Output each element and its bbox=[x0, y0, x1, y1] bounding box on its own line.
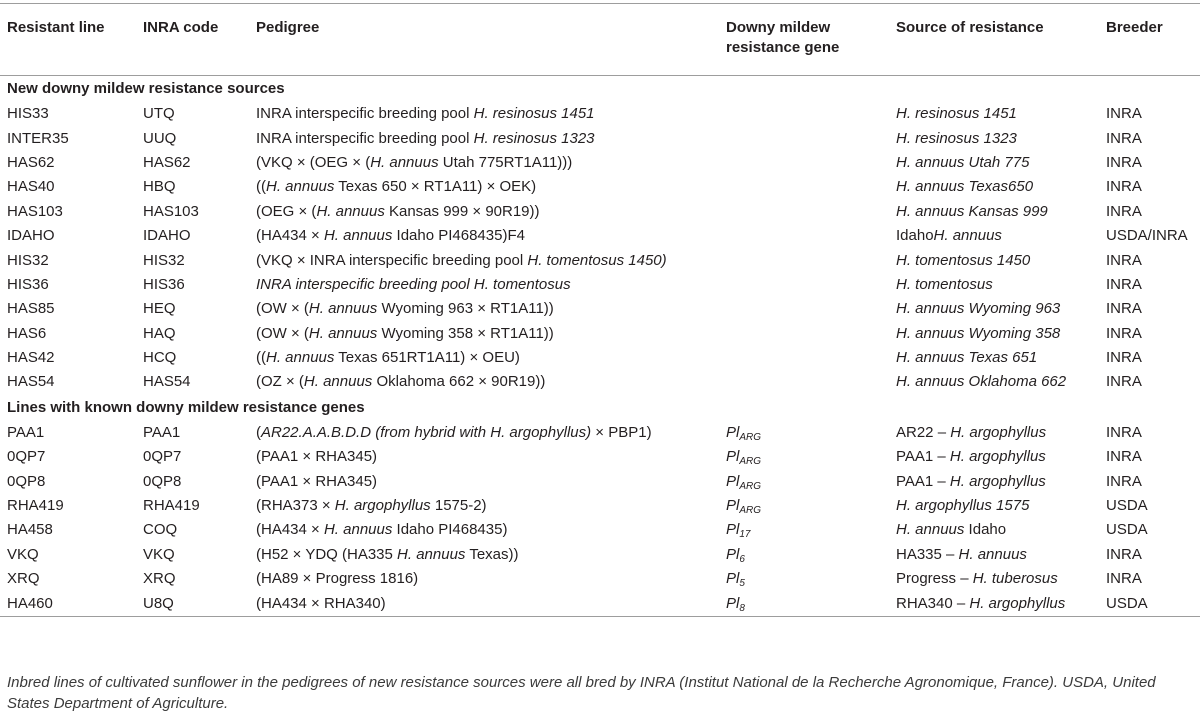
cell-inra-code: UTQ bbox=[143, 105, 175, 123]
cell-resistance-gene bbox=[719, 421, 889, 445]
cell-breeder: INRA bbox=[1106, 472, 1142, 490]
cell-source bbox=[889, 322, 1099, 346]
cell-resistance-gene bbox=[719, 346, 889, 370]
table-row bbox=[0, 494, 1200, 518]
cell-pedigree bbox=[249, 421, 719, 445]
pedigree-text: INRA interspecific breeding pool bbox=[256, 105, 474, 123]
section-title: New downy mildew resistance sources bbox=[7, 80, 285, 97]
cell-resistant-line: PAA1 bbox=[7, 423, 45, 441]
cell-breeder: INRA bbox=[1106, 349, 1142, 367]
table-row bbox=[0, 322, 1200, 346]
source-species: H. argophyllus 1575 bbox=[896, 497, 1030, 515]
gene-subscript: 6 bbox=[739, 553, 745, 565]
cell-breeder: INRA bbox=[1106, 423, 1142, 441]
cell-inra-code: HAQ bbox=[143, 324, 176, 342]
cell-source bbox=[889, 224, 1099, 248]
cell-resistant-line: HIS32 bbox=[7, 251, 49, 269]
cell-source bbox=[889, 445, 1099, 469]
cell-inra-code: VKQ bbox=[143, 545, 175, 563]
source-species: H. tomentosus bbox=[896, 275, 993, 293]
cell-inra-code: UUQ bbox=[143, 129, 177, 147]
source-text: RHA340 – bbox=[896, 594, 970, 612]
source-text: PAA1 – bbox=[896, 448, 950, 466]
cell-inra-code: HAS62 bbox=[143, 153, 191, 171]
cell-resistant-line: HAS6 bbox=[7, 324, 47, 342]
cell-resistant-line: VKQ bbox=[7, 545, 39, 563]
gene-subscript: ARG bbox=[739, 480, 762, 492]
cell-resistance-gene bbox=[719, 297, 889, 321]
cell-pedigree bbox=[249, 591, 719, 616]
cell-resistance-gene bbox=[719, 543, 889, 567]
cell-inra-code: HEQ bbox=[143, 300, 176, 318]
cell-pedigree bbox=[249, 322, 719, 346]
cell-resistance-gene bbox=[719, 273, 889, 297]
table-row bbox=[0, 224, 1200, 248]
cell-source bbox=[889, 175, 1099, 199]
source-species: H. argophyllus bbox=[949, 472, 1046, 490]
cell-source bbox=[889, 469, 1099, 493]
pedigree-text: (OW × ( bbox=[256, 324, 309, 342]
cell-source bbox=[889, 126, 1099, 150]
cell-inra-code: HBQ bbox=[143, 178, 176, 196]
cell-resistance-gene bbox=[719, 494, 889, 518]
gene-subscript: 8 bbox=[739, 602, 745, 614]
header-inra-code: INRA code bbox=[136, 4, 249, 76]
section-known-genes bbox=[0, 395, 1200, 421]
table-row bbox=[0, 200, 1200, 224]
cell-breeder: INRA bbox=[1106, 373, 1142, 391]
table-row bbox=[0, 346, 1200, 370]
pedigree-text: (HA434 × bbox=[256, 227, 324, 245]
gene-subscript: ARG bbox=[739, 431, 762, 443]
cell-inra-code: HAS54 bbox=[143, 373, 191, 391]
resistance-table bbox=[0, 3, 1200, 617]
cell-inra-code: HIS36 bbox=[143, 275, 185, 293]
cell-pedigree bbox=[249, 151, 719, 175]
cell-source bbox=[889, 591, 1099, 616]
cell-source bbox=[889, 346, 1099, 370]
gene-subscript: ARG bbox=[739, 505, 762, 517]
gene-subscript: 5 bbox=[739, 578, 745, 590]
cell-inra-code: HCQ bbox=[143, 349, 177, 367]
table-row bbox=[0, 469, 1200, 493]
pedigree-text: Idaho PI468435) bbox=[392, 521, 508, 539]
pedigree-species: H. resinosus 1451 bbox=[473, 105, 595, 123]
cell-inra-code: COQ bbox=[143, 521, 178, 539]
source-species: H. resinosus 1451 bbox=[896, 105, 1017, 123]
source-species: H. annuus Utah 775 bbox=[896, 153, 1030, 171]
pedigree-species: H. annuus bbox=[397, 545, 466, 563]
pedigree-text: (H52 × YDQ (HA335 bbox=[256, 545, 398, 563]
cell-resistance-gene bbox=[719, 224, 889, 248]
pedigree-species: H. annuus bbox=[308, 324, 378, 342]
cell-source bbox=[889, 518, 1099, 542]
source-species: H. argophyllus bbox=[969, 594, 1066, 612]
pedigree-text: Wyoming 963 × RT1A11)) bbox=[377, 300, 554, 318]
source-species: H. annuus Wyoming 358 bbox=[896, 324, 1061, 342]
cell-breeder: INRA bbox=[1106, 570, 1142, 588]
source-text: HA335 – bbox=[896, 545, 959, 563]
cell-source bbox=[889, 543, 1099, 567]
cell-pedigree bbox=[249, 370, 719, 394]
table-row bbox=[0, 543, 1200, 567]
source-species: H. annuus bbox=[958, 545, 1027, 563]
pedigree-species: H. annuus bbox=[316, 202, 385, 220]
cell-resistant-line: HAS62 bbox=[7, 153, 55, 171]
cell-pedigree bbox=[249, 346, 719, 370]
pedigree-text: Texas 651RT1A11) × OEU) bbox=[334, 349, 520, 367]
cell-pedigree bbox=[249, 518, 719, 542]
pedigree-species: AR22.A.A.B.D.D (from hybrid with H. argophyllus) bbox=[261, 423, 592, 441]
table-row bbox=[0, 273, 1200, 297]
cell-breeder: INRA bbox=[1106, 129, 1142, 147]
cell-resistant-line: HIS33 bbox=[7, 105, 49, 123]
cell-pedigree bbox=[249, 200, 719, 224]
cell-pedigree bbox=[249, 248, 719, 272]
table-header bbox=[0, 4, 1200, 76]
cell-source bbox=[889, 370, 1099, 394]
gene-name: $Pl_6$ bbox=[726, 545, 745, 565]
cell-pedigree bbox=[249, 567, 719, 591]
cell-source bbox=[889, 297, 1099, 321]
header-resistant-line: Resistant line bbox=[0, 4, 136, 76]
source-species: H. resinosus 1323 bbox=[896, 129, 1017, 147]
cell-resistance-gene bbox=[719, 200, 889, 224]
pedigree-species: INRA interspecific breeding pool H. tomentosus bbox=[256, 275, 571, 293]
cell-inra-code: XRQ bbox=[143, 570, 176, 588]
gene-name: $Pl_5$ bbox=[726, 570, 745, 590]
pedigree-text: (OEG × ( bbox=[256, 202, 317, 220]
cell-source bbox=[889, 567, 1099, 591]
source-species: H. tomentosus 1450 bbox=[896, 251, 1031, 269]
table-row bbox=[0, 175, 1200, 199]
cell-source bbox=[889, 421, 1099, 445]
table-row bbox=[0, 151, 1200, 175]
pedigree-text: Kansas 999 × 90R19)) bbox=[384, 202, 540, 220]
table-row bbox=[0, 567, 1200, 591]
cell-source bbox=[889, 494, 1099, 518]
cell-breeder: INRA bbox=[1106, 324, 1142, 342]
table-body bbox=[0, 76, 1200, 617]
cell-breeder: INRA bbox=[1106, 275, 1142, 293]
gene-name: $Pl_{ARG}$ bbox=[726, 472, 762, 492]
cell-pedigree bbox=[249, 175, 719, 199]
cell-source bbox=[889, 102, 1099, 126]
cell-pedigree bbox=[249, 126, 719, 150]
section-new-sources bbox=[0, 76, 1200, 103]
cell-source bbox=[889, 273, 1099, 297]
cell-inra-code: 0QP7 bbox=[143, 448, 182, 466]
source-species: H. annuus Kansas 999 bbox=[896, 202, 1048, 220]
cell-pedigree bbox=[249, 469, 719, 493]
gene-name: $Pl_{ARG}$ bbox=[726, 497, 762, 517]
cell-resistance-gene bbox=[719, 248, 889, 272]
source-species: H. annuus Oklahoma 662 bbox=[896, 373, 1067, 391]
cell-inra-code: RHA419 bbox=[143, 497, 200, 515]
cell-breeder: INRA bbox=[1106, 105, 1142, 123]
pedigree-species: H. annuus bbox=[303, 373, 373, 391]
cell-resistant-line: RHA419 bbox=[7, 497, 64, 515]
cell-breeder: INRA bbox=[1106, 153, 1142, 171]
table-row bbox=[0, 591, 1200, 616]
source-species: H. tuberosus bbox=[972, 570, 1058, 588]
header-breeder: Breeder bbox=[1099, 4, 1200, 76]
cell-breeder: INRA bbox=[1106, 251, 1142, 269]
cell-inra-code: 0QP8 bbox=[143, 472, 182, 490]
pedigree-text: Idaho PI468435)F4 bbox=[392, 227, 525, 245]
cell-inra-code: U8Q bbox=[136, 591, 249, 616]
pedigree-text: 1575-2) bbox=[430, 497, 487, 515]
pedigree-text: Texas)) bbox=[465, 545, 519, 563]
header-gene-line1: Downy mildew bbox=[726, 19, 831, 36]
source-species: H. annuus Wyoming 963 bbox=[896, 300, 1061, 318]
cell-resistant-line: 0QP8 bbox=[7, 472, 46, 490]
gene-name: $Pl_{ARG}$ bbox=[726, 448, 762, 468]
source-text: Idaho bbox=[964, 521, 1007, 539]
header-source: Source of resistance bbox=[889, 4, 1099, 76]
table-row bbox=[0, 102, 1200, 126]
pedigree-text: × PBP1) bbox=[591, 423, 652, 441]
pedigree-text: (OW × ( bbox=[256, 300, 309, 318]
pedigree-species: H. argophyllus bbox=[334, 497, 431, 515]
pedigree-species: H. resinosus 1323 bbox=[473, 129, 595, 147]
cell-pedigree bbox=[249, 102, 719, 126]
cell-resistant-line: HAS54 bbox=[7, 373, 55, 391]
pedigree-species: H. tomentosus 1450) bbox=[527, 251, 667, 269]
header-pedigree: Pedigree bbox=[249, 4, 719, 76]
pedigree-text: (PAA1 × RHA345) bbox=[256, 472, 378, 490]
cell-resistance-gene bbox=[719, 469, 889, 493]
pedigree-text: Texas 650 × RT1A11) × OEK) bbox=[334, 178, 537, 196]
cell-pedigree bbox=[249, 494, 719, 518]
cell-inra-code: HIS32 bbox=[143, 251, 185, 269]
cell-breeder: INRA bbox=[1106, 545, 1142, 563]
source-species: H. annuus Texas650 bbox=[896, 178, 1034, 196]
source-species: H. annuus bbox=[933, 227, 1002, 245]
table-row bbox=[0, 370, 1200, 394]
table-row bbox=[0, 421, 1200, 445]
pedigree-species: H. annuus bbox=[266, 349, 335, 367]
cell-resistance-gene bbox=[719, 102, 889, 126]
section-title: Lines with known downy mildew resistance genes bbox=[7, 398, 365, 416]
cell-breeder: INRA bbox=[1106, 178, 1142, 196]
cell-breeder: INRA bbox=[1106, 202, 1142, 220]
pedigree-species: H. annuus bbox=[370, 153, 439, 171]
table-footnote: Inbred lines of cultivated sunflower in the pedigrees of new resistance sources were all bred by INRA (Institut National de la Recherche Agronomique, France). USDA, United States Department of Agriculture. bbox=[7, 674, 1156, 712]
pedigree-text: Oklahoma 662 × 90R19)) bbox=[372, 373, 546, 391]
cell-breeder: USDA bbox=[1099, 591, 1200, 616]
cell-resistant-line: 0QP7 bbox=[7, 448, 46, 466]
source-species: H. annuus Texas 651 bbox=[896, 349, 1038, 367]
cell-breeder: USDA bbox=[1106, 521, 1148, 539]
pedigree-text: Wyoming 358 × RT1A11)) bbox=[377, 324, 554, 342]
header-gene-line2: resistance gene bbox=[726, 39, 840, 56]
pedigree-text: (HA89 × Progress 1816) bbox=[256, 570, 419, 588]
pedigree-text: (PAA1 × RHA345) bbox=[256, 448, 378, 466]
cell-pedigree bbox=[249, 224, 719, 248]
pedigree-text: (OZ × ( bbox=[256, 373, 304, 391]
pedigree-species: H. annuus bbox=[323, 521, 393, 539]
table-row bbox=[0, 126, 1200, 150]
source-text: Progress – bbox=[896, 570, 973, 588]
pedigree-text: ( bbox=[256, 423, 261, 441]
cell-inra-code: PAA1 bbox=[143, 423, 181, 441]
cell-resistant-line: HA460 bbox=[0, 591, 136, 616]
cell-resistance-gene bbox=[719, 322, 889, 346]
table-row bbox=[0, 297, 1200, 321]
cell-breeder: USDA/INRA bbox=[1106, 227, 1188, 245]
pedigree-text: (( bbox=[256, 349, 266, 367]
pedigree-text: (HA434 × RHA340) bbox=[256, 594, 386, 612]
gene-name: $Pl_{ARG}$ bbox=[726, 423, 762, 443]
gene-subscript: ARG bbox=[739, 456, 762, 468]
cell-resistant-line: INTER35 bbox=[7, 129, 69, 147]
pedigree-text: (( bbox=[256, 178, 266, 196]
pedigree-text: (VKQ × INRA interspecific breeding pool bbox=[256, 251, 528, 269]
pedigree-species: H. annuus bbox=[266, 178, 335, 196]
cell-breeder: INRA bbox=[1106, 448, 1142, 466]
pedigree-text: (HA434 × bbox=[256, 521, 324, 539]
cell-resistance-gene bbox=[719, 518, 889, 542]
cell-resistance-gene bbox=[719, 370, 889, 394]
cell-inra-code: IDAHO bbox=[143, 227, 191, 245]
cell-source bbox=[889, 200, 1099, 224]
table-row bbox=[0, 518, 1200, 542]
cell-resistant-line: HAS85 bbox=[7, 300, 55, 318]
cell-pedigree bbox=[249, 543, 719, 567]
cell-resistance-gene bbox=[719, 126, 889, 150]
cell-resistant-line: IDAHO bbox=[7, 227, 55, 245]
pedigree-text: (RHA373 × bbox=[256, 497, 335, 515]
source-species: H. argophyllus bbox=[949, 448, 1046, 466]
header-resistance-gene bbox=[719, 4, 889, 76]
cell-source bbox=[889, 248, 1099, 272]
cell-resistance-gene bbox=[719, 445, 889, 469]
cell-resistant-line: HIS36 bbox=[7, 275, 49, 293]
gene-name: $Pl_{17}$ bbox=[726, 521, 751, 541]
cell-resistant-line: HAS103 bbox=[7, 202, 63, 220]
cell-pedigree bbox=[249, 445, 719, 469]
table-row bbox=[0, 445, 1200, 469]
cell-source bbox=[889, 151, 1099, 175]
pedigree-species: H. annuus bbox=[308, 300, 378, 318]
source-species: H. annuus bbox=[896, 521, 965, 539]
cell-resistant-line: HA458 bbox=[7, 521, 53, 539]
table-row bbox=[0, 248, 1200, 272]
gene-name: $Pl_8$ bbox=[726, 594, 745, 614]
source-text: AR22 – bbox=[896, 423, 951, 441]
cell-breeder: USDA bbox=[1106, 497, 1148, 515]
pedigree-species: H. annuus bbox=[323, 227, 393, 245]
cell-pedigree bbox=[249, 273, 719, 297]
pedigree-text: INRA interspecific breeding pool bbox=[256, 129, 474, 147]
source-text: Idaho bbox=[896, 227, 934, 245]
cell-resistant-line: HAS40 bbox=[7, 178, 55, 196]
pedigree-text: (VKQ × (OEG × ( bbox=[256, 153, 371, 171]
cell-resistant-line: HAS42 bbox=[7, 349, 55, 367]
pedigree-text: Utah 775RT1A11))) bbox=[438, 153, 573, 171]
gene-subscript: 17 bbox=[739, 529, 751, 541]
cell-resistance-gene bbox=[719, 591, 889, 616]
source-text: PAA1 – bbox=[896, 472, 950, 490]
cell-resistance-gene bbox=[719, 175, 889, 199]
source-species: H. argophyllus bbox=[950, 423, 1047, 441]
cell-inra-code: HAS103 bbox=[143, 202, 199, 220]
cell-resistance-gene bbox=[719, 151, 889, 175]
cell-pedigree bbox=[249, 297, 719, 321]
cell-resistance-gene bbox=[719, 567, 889, 591]
cell-resistant-line: XRQ bbox=[7, 570, 40, 588]
cell-breeder: INRA bbox=[1106, 300, 1142, 318]
